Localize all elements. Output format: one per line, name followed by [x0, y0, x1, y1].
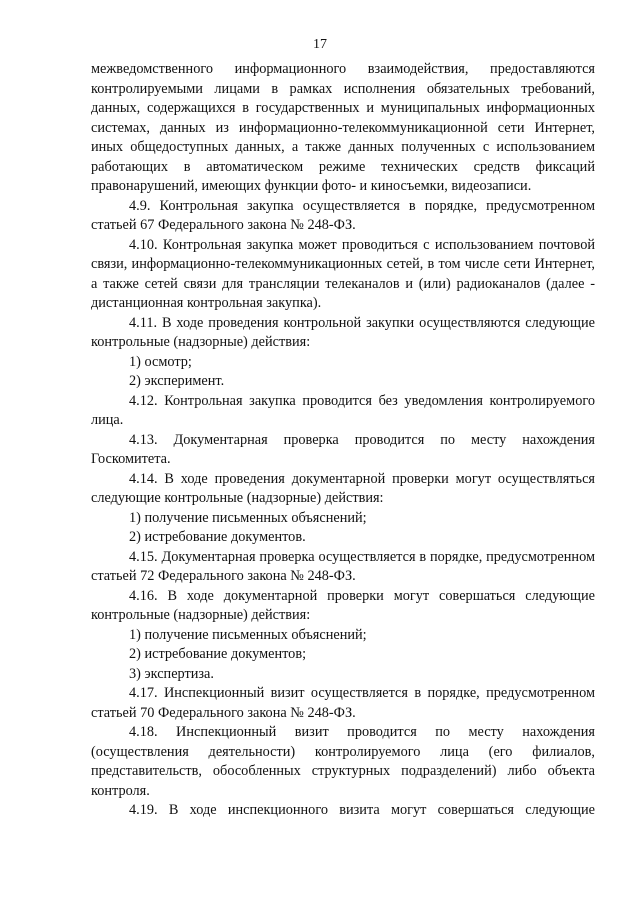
paragraph: 4.13. Документарная проверка проводится по месту нахождения Госкомитета. — [91, 431, 595, 467]
paragraph: 4.9. Контрольная закупка осуществляется в порядке, предусмотренном статьей 67 Федерального закона № 248-ФЗ. — [91, 197, 595, 233]
paragraph: 1) получение письменных объяснений; — [129, 626, 367, 643]
paragraph: 4.19. В ходе инспекционного визита могут совершаться следующие — [129, 802, 595, 818]
paragraph: межведомственного информационного взаимодействия, предоставляются контролируемыми лицами в рамках исполнения обязательных требований, данных, содержащихся в государственных и муниципальных информационных системах, данных из информационно-телекоммуникационной сети Интернет, иных общедоступных данных, а также данных полученных с использованием работающих в автоматическом режиме технических средств фиксаций правонарушений, имеющих функции фото- и киносъемки, видеозаписи. — [91, 61, 595, 194]
paragraph: 4.16. В ходе документарной проверки могут совершаться следующие контрольные (надзорные) действия: — [91, 587, 595, 623]
paragraph: 2) истребование документов; — [129, 646, 307, 662]
paragraph: 4.15. Документарная проверка осуществляется в порядке, предусмотренном статьей 72 Федерального закона № 248-ФЗ. — [91, 548, 595, 584]
page-number: 17 — [313, 37, 327, 52]
paragraph: 4.12. Контрольная закупка проводится без уведомления контролируемого лица. — [91, 392, 595, 428]
paragraph: 3) экспертиза. — [129, 665, 214, 682]
paragraph: 4.18. Инспекционный визит проводится по месту нахождения (осуществления деятельности) контролируемого лица (его филиалов, представительств, обособленных структурных подразделений) либо объекта контроля. — [91, 724, 595, 799]
paragraph: 2) эксперимент. — [129, 373, 225, 389]
paragraph: 2) истребование документов. — [129, 529, 306, 545]
paragraph: 4.11. В ходе проведения контрольной закупки осуществляются следующие контрольные (надзорные) действия: — [91, 314, 595, 350]
paragraph: 4.17. Инспекционный визит осуществляется в порядке, предусмотренном статьей 70 Федерального закона № 248-ФЗ. — [91, 685, 595, 721]
paragraph: 4.14. В ходе проведения документарной проверки могут осуществляться следующие контрольные (надзорные) действия: — [91, 470, 595, 506]
paragraph: 1) осмотр; — [129, 353, 192, 370]
paragraph: 4.10. Контрольная закупка может проводиться с использованием почтовой связи, информационно-телекоммуникационных сетей, в том числе сети Интернет, а также сетей связи для трансляции телеканалов и (или) радиоканалов (далее - дистанционная контрольная закупка). — [91, 236, 595, 311]
paragraph: 1) получение письменных объяснений; — [129, 509, 367, 526]
document-body — [91, 60, 595, 821]
